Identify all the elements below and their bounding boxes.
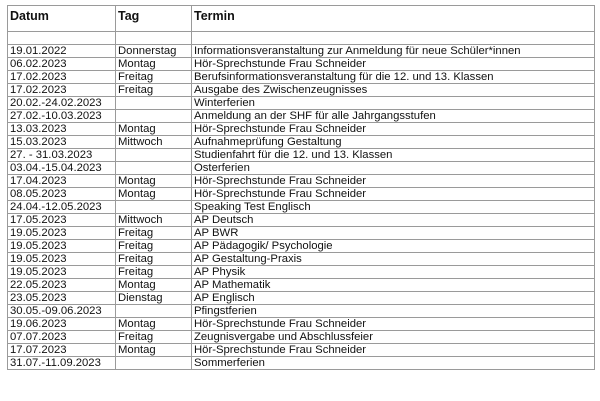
date-cell: 08.05.2023 bbox=[8, 188, 116, 201]
table-row bbox=[8, 253, 595, 266]
header-tag: Tag bbox=[116, 6, 192, 32]
table-row bbox=[8, 58, 595, 71]
event-cell: Berufsinformationsveranstaltung für die 12. und 13. Klassen bbox=[192, 71, 595, 84]
event-cell: Pfingstferien bbox=[192, 305, 595, 318]
event-cell: Winterferien bbox=[192, 97, 595, 110]
day-cell: Montag bbox=[116, 175, 192, 188]
table-row bbox=[8, 331, 595, 344]
table-row bbox=[8, 149, 595, 162]
date-cell: 31.07.-11.09.2023 bbox=[8, 357, 116, 370]
event-cell: Hör-Sprechstunde Frau Schneider bbox=[192, 188, 595, 201]
date-cell: 17.02.2023 bbox=[8, 71, 116, 84]
day-cell: Montag bbox=[116, 188, 192, 201]
event-cell: Sommerferien bbox=[192, 357, 595, 370]
day-cell: Montag bbox=[116, 58, 192, 71]
table-row bbox=[8, 344, 595, 357]
day-cell bbox=[116, 201, 192, 214]
empty-cell bbox=[116, 32, 192, 45]
day-cell: Montag bbox=[116, 123, 192, 136]
table-row bbox=[8, 305, 595, 318]
event-cell: AP Pädagogik/ Psychologie bbox=[192, 240, 595, 253]
day-cell bbox=[116, 162, 192, 175]
table-row bbox=[8, 279, 595, 292]
date-cell: 23.05.2023 bbox=[8, 292, 116, 305]
table-row bbox=[8, 162, 595, 175]
date-cell: 17.04.2023 bbox=[8, 175, 116, 188]
empty-cell bbox=[8, 32, 116, 45]
day-cell: Freitag bbox=[116, 84, 192, 97]
table-row bbox=[8, 318, 595, 331]
day-cell: Freitag bbox=[116, 227, 192, 240]
day-cell: Freitag bbox=[116, 331, 192, 344]
event-cell: Hör-Sprechstunde Frau Schneider bbox=[192, 123, 595, 136]
date-cell: 07.07.2023 bbox=[8, 331, 116, 344]
table-row bbox=[8, 97, 595, 110]
event-cell: Anmeldung an der SHF für alle Jahrgangsstufen bbox=[192, 110, 595, 123]
day-cell: Freitag bbox=[116, 240, 192, 253]
date-cell: 13.03.2023 bbox=[8, 123, 116, 136]
table-row bbox=[8, 357, 595, 370]
date-cell: 17.05.2023 bbox=[8, 214, 116, 227]
day-cell bbox=[116, 305, 192, 318]
header-termin: Termin bbox=[192, 6, 595, 32]
day-cell: Montag bbox=[116, 279, 192, 292]
day-cell bbox=[116, 357, 192, 370]
event-cell: Informationsveranstaltung zur Anmeldung für neue Schüler*innen bbox=[192, 45, 595, 58]
day-cell: Montag bbox=[116, 318, 192, 331]
table-row bbox=[8, 201, 595, 214]
date-cell: 19.01.2022 bbox=[8, 45, 116, 58]
event-cell: AP Mathematik bbox=[192, 279, 595, 292]
event-cell: Studienfahrt für die 12. und 13. Klassen bbox=[192, 149, 595, 162]
date-cell: 20.02.-24.02.2023 bbox=[8, 97, 116, 110]
day-cell bbox=[116, 149, 192, 162]
date-cell: 06.02.2023 bbox=[8, 58, 116, 71]
date-cell: 17.02.2023 bbox=[8, 84, 116, 97]
event-cell: Zeugnisvergabe und Abschlussfeier bbox=[192, 331, 595, 344]
table-row bbox=[8, 136, 595, 149]
date-cell: 19.05.2023 bbox=[8, 266, 116, 279]
header-datum: Datum bbox=[8, 6, 116, 32]
date-cell: 19.05.2023 bbox=[8, 253, 116, 266]
table-row bbox=[8, 45, 595, 58]
event-cell: Hör-Sprechstunde Frau Schneider bbox=[192, 58, 595, 71]
event-cell: AP BWR bbox=[192, 227, 595, 240]
day-cell: Mittwoch bbox=[116, 214, 192, 227]
date-cell: 15.03.2023 bbox=[8, 136, 116, 149]
date-cell: 30.05.-09.06.2023 bbox=[8, 305, 116, 318]
table-row bbox=[8, 227, 595, 240]
table-row bbox=[8, 175, 595, 188]
schedule-table bbox=[7, 5, 595, 370]
table-row bbox=[8, 240, 595, 253]
day-cell bbox=[116, 110, 192, 123]
event-cell: Aufnahmeprüfung Gestaltung bbox=[192, 136, 595, 149]
table-row bbox=[8, 214, 595, 227]
day-cell: Donnerstag bbox=[116, 45, 192, 58]
date-cell: 19.05.2023 bbox=[8, 227, 116, 240]
day-cell: Freitag bbox=[116, 266, 192, 279]
event-cell: AP Englisch bbox=[192, 292, 595, 305]
day-cell: Freitag bbox=[116, 253, 192, 266]
event-cell: Ausgabe des Zwischenzeugnisses bbox=[192, 84, 595, 97]
table-row bbox=[8, 71, 595, 84]
table-row bbox=[8, 266, 595, 279]
event-cell: AP Gestaltung-Praxis bbox=[192, 253, 595, 266]
event-cell: Hör-Sprechstunde Frau Schneider bbox=[192, 175, 595, 188]
empty-cell bbox=[192, 32, 595, 45]
table-row bbox=[8, 84, 595, 97]
table-row bbox=[8, 123, 595, 136]
date-cell: 27. - 31.03.2023 bbox=[8, 149, 116, 162]
date-cell: 03.04.-15.04.2023 bbox=[8, 162, 116, 175]
day-cell: Freitag bbox=[116, 71, 192, 84]
day-cell: Dienstag bbox=[116, 292, 192, 305]
day-cell: Montag bbox=[116, 344, 192, 357]
event-cell: AP Physik bbox=[192, 266, 595, 279]
table-row bbox=[8, 292, 595, 305]
event-cell: AP Deutsch bbox=[192, 214, 595, 227]
date-cell: 19.05.2023 bbox=[8, 240, 116, 253]
event-cell: Hör-Sprechstunde Frau Schneider bbox=[192, 318, 595, 331]
event-cell: Hör-Sprechstunde Frau Schneider bbox=[192, 344, 595, 357]
date-cell: 27.02.-10.03.2023 bbox=[8, 110, 116, 123]
table-row bbox=[8, 188, 595, 201]
date-cell: 24.04.-12.05.2023 bbox=[8, 201, 116, 214]
day-cell bbox=[116, 97, 192, 110]
empty-row bbox=[8, 32, 595, 45]
table-row bbox=[8, 110, 595, 123]
date-cell: 19.06.2023 bbox=[8, 318, 116, 331]
date-cell: 17.07.2023 bbox=[8, 344, 116, 357]
event-cell: Speaking Test Englisch bbox=[192, 201, 595, 214]
header-row bbox=[8, 6, 595, 32]
date-cell: 22.05.2023 bbox=[8, 279, 116, 292]
day-cell: Mittwoch bbox=[116, 136, 192, 149]
event-cell: Osterferien bbox=[192, 162, 595, 175]
